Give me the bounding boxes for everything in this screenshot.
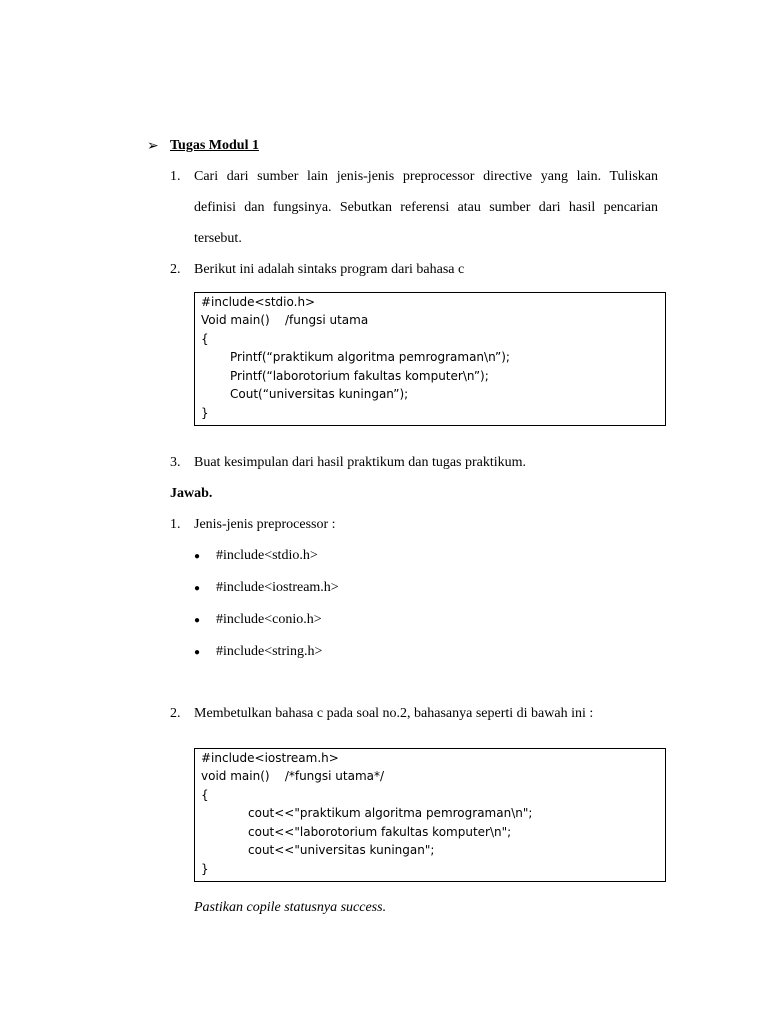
code-line: { <box>201 788 209 802</box>
code-line: { <box>201 332 209 346</box>
task-3-number: 3. <box>170 455 181 470</box>
answer-2-text: Membetulkan bahasa c pada soal no.2, bahasanya seperti di bawah ini : <box>194 706 594 721</box>
code-line: void main() /*fungsi utama*/ <box>201 769 385 783</box>
answer-1-number: 1. <box>170 517 181 532</box>
code-line: cout<<"universitas kuningan"; <box>248 843 435 857</box>
answer-1-text: Jenis-jenis preprocessor : <box>194 517 336 532</box>
code-block-2 <box>194 748 666 882</box>
section-title: Tugas Modul 1 <box>170 138 259 153</box>
task-1-line-3: tersebut. <box>194 231 242 246</box>
code-line: Void main() /fungsi utama <box>201 313 369 327</box>
code-line: cout<<"laborotorium fakultas komputer\n"; <box>248 825 512 839</box>
bullet-icon: ● <box>194 615 201 626</box>
code-line: } <box>201 862 209 876</box>
code-line: Printf(“praktikum algoritma pemrograman\n”); <box>230 350 510 364</box>
bullet-item: #include<iostream.h> <box>216 580 339 595</box>
code-line: cout<<"praktikum algoritma pemrograman\n"; <box>248 806 533 820</box>
bullet-icon: ● <box>194 583 201 594</box>
arrow-bullet-icon: ➢ <box>147 139 159 154</box>
bullet-item: #include<stdio.h> <box>216 548 318 563</box>
code-block-1 <box>194 292 666 426</box>
task-3-text: Buat kesimpulan dari hasil praktikum dan tugas praktikum. <box>194 455 527 470</box>
code-line: } <box>201 406 209 420</box>
task-2-text: Berikut ini adalah sintaks program dari bahasa c <box>194 262 465 277</box>
bullet-item: #include<conio.h> <box>216 612 322 627</box>
bullet-icon: ● <box>194 551 201 562</box>
code-line: Cout(“universitas kuningan”); <box>230 387 409 401</box>
code-line: #include<iostream.h> <box>201 751 339 765</box>
task-2-number: 2. <box>170 262 181 277</box>
task-1-line-2: definisi dan fungsinya. Sebutkan referensi atau sumber dari hasil pencarian <box>194 200 658 215</box>
answer-label: Jawab. <box>170 486 213 501</box>
bullet-item: #include<string.h> <box>216 644 323 659</box>
code-line: Printf(“laborotorium fakultas komputer\n”); <box>230 369 489 383</box>
code-line: #include<stdio.h> <box>201 295 316 309</box>
answer-2-number: 2. <box>170 706 181 721</box>
bullet-icon: ● <box>194 647 201 658</box>
task-1-number: 1. <box>170 169 181 184</box>
success-note: Pastikan copile statusnya success. <box>194 900 387 915</box>
task-1-line-1: Cari dari sumber lain jenis-jenis preprocessor directive yang lain. Tuliskan <box>194 169 658 184</box>
